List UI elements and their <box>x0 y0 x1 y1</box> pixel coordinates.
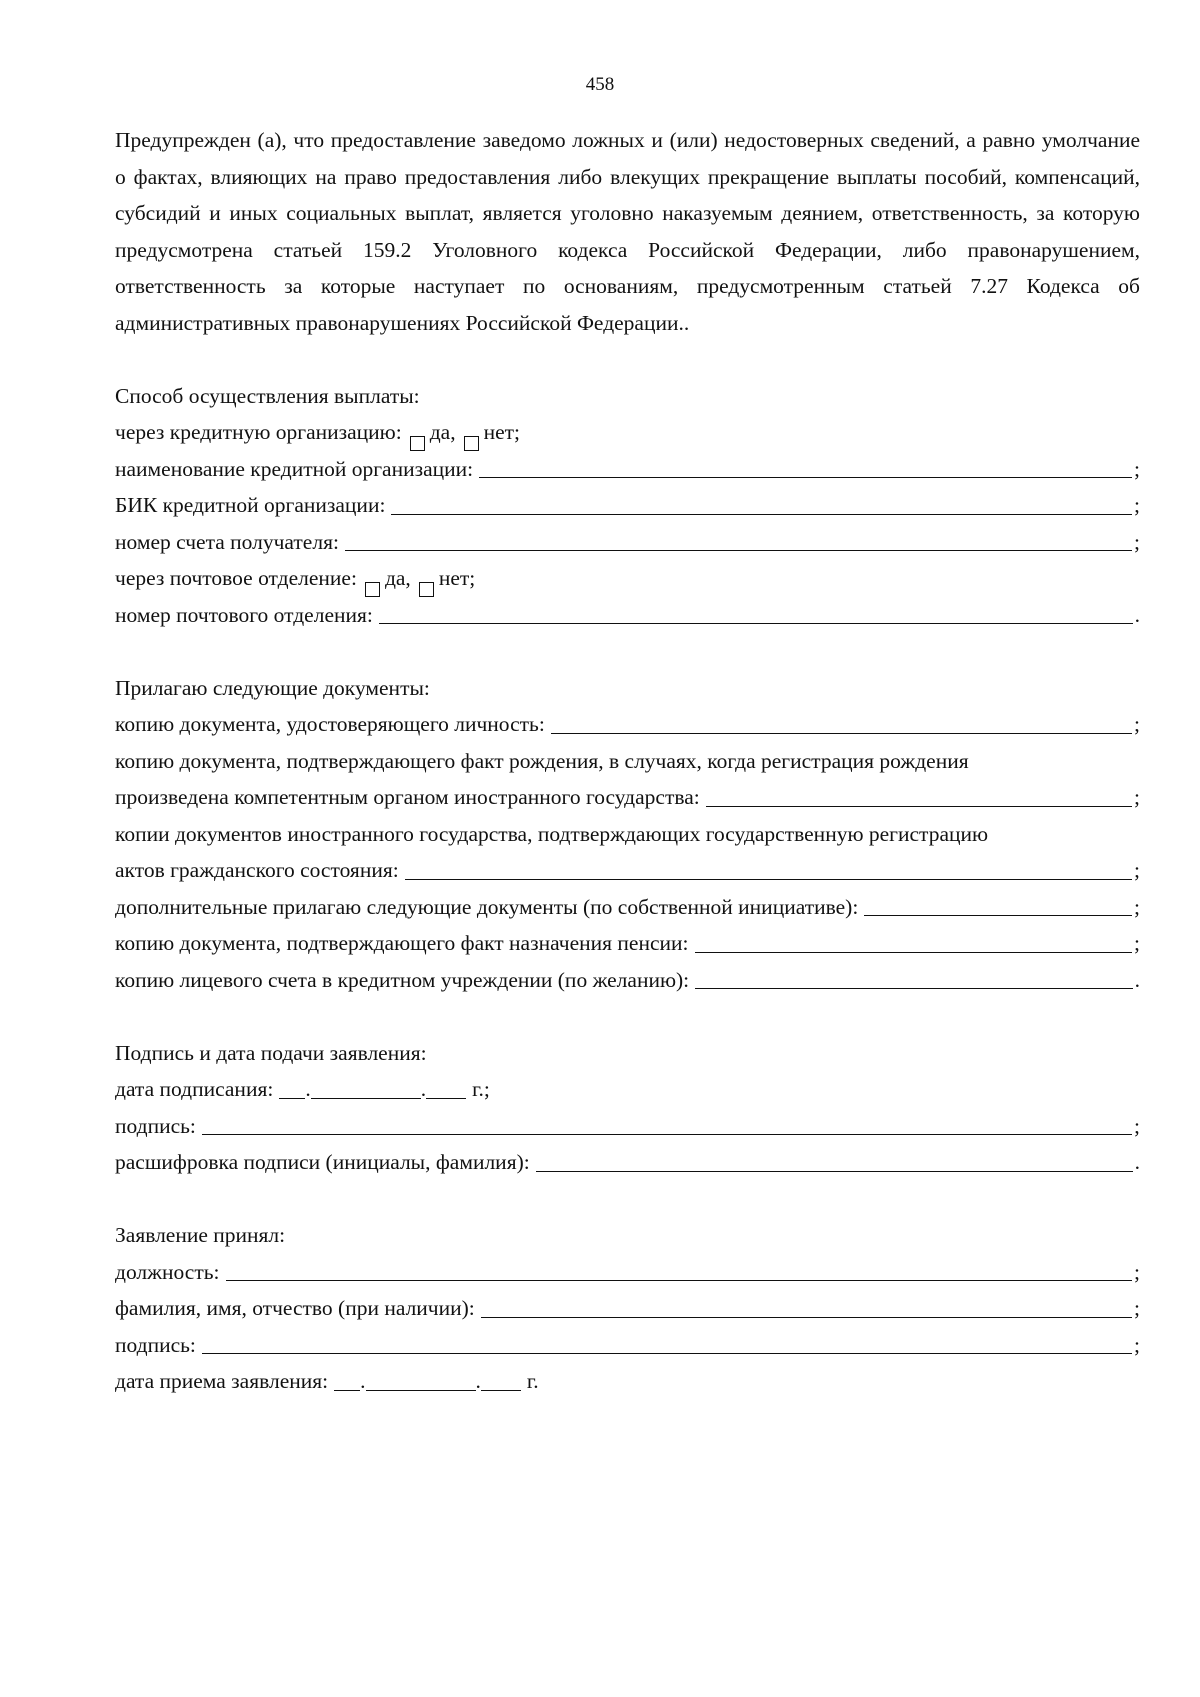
credit-org-prefix: через кредитную организацию: <box>115 420 402 444</box>
additional-doc-label: дополнительные прилагаю следующие документы (по собственной инициативе): <box>115 894 859 919</box>
accepted-signature-row <box>115 1327 1140 1364</box>
acceptance-day-field[interactable] <box>334 1389 360 1391</box>
semicolon: ; <box>1134 858 1140 882</box>
birth-doc-row-2 <box>115 779 1140 816</box>
post-office-field[interactable] <box>379 623 1133 624</box>
bik-label: БИК кредитной организации: <box>115 493 386 517</box>
account-copy-label: копию лицевого счета в кредитном учреждении (по желанию): <box>115 967 690 992</box>
semicolon: ; <box>1134 1259 1140 1284</box>
bank-name-field[interactable] <box>479 477 1132 478</box>
postal-yes-label: да, <box>384 566 411 590</box>
acceptance-month-field[interactable] <box>366 1389 476 1391</box>
credit-org-yes-checkbox[interactable] <box>410 436 425 451</box>
signing-date-suffix: г.; <box>472 1077 490 1101</box>
acceptance-date-row <box>115 1363 1140 1400</box>
signature-heading-text: Подпись и дата подачи заявления: <box>115 1040 427 1065</box>
foreign-doc-field[interactable] <box>405 879 1132 880</box>
postal-prefix: через почтовое отделение: <box>115 566 357 590</box>
spacer <box>115 998 1140 1035</box>
foreign-doc-row-2 <box>115 852 1140 889</box>
page-number: 458 <box>585 74 615 95</box>
postal-choice <box>115 560 1140 597</box>
pension-doc-row <box>115 925 1140 962</box>
credit-org-choice <box>115 414 1140 451</box>
semicolon: ; <box>1134 529 1140 554</box>
date-separator: . <box>475 1369 481 1393</box>
signature-decode-field[interactable] <box>536 1171 1133 1172</box>
identity-doc-label: копию документа, удостоверяющего личность: <box>115 712 545 736</box>
account-row <box>115 524 1140 561</box>
birth-doc-row-1 <box>115 743 1140 780</box>
signature-decode-label: расшифровка подписи (инициалы, фамилия): <box>115 1150 530 1174</box>
documents-heading <box>115 670 1140 707</box>
acceptance-date-suffix: г. <box>526 1369 539 1393</box>
signing-day-field[interactable] <box>279 1097 305 1099</box>
position-label: должность: <box>115 1259 220 1284</box>
foreign-doc-row-1 <box>115 816 1140 853</box>
postal-yes-checkbox[interactable] <box>365 582 380 597</box>
liability-warning: Предупрежден (а), что предоставление заведомо ложных и (или) недостоверных сведений, а равно умолчание о фактах, влияющих на право предоставления либо влекущих прекращение выплаты пособий, компенсаций, субсидий и иных социальных выплат, является уголовно наказуемым деянием, ответственность, за которую предусмотрена статьей 159.2 Уголовного кодекса Российской Федерации, либо правонарушением, ответственность за которые наступает по основаниям, предусмотренным статьей 7.27 Кодекса об административных правонарушениях Российской Федерации.. <box>115 128 1140 335</box>
account-copy-field[interactable] <box>695 988 1132 989</box>
additional-doc-field[interactable] <box>864 915 1132 916</box>
bik-row <box>115 487 1140 524</box>
payment-heading-text: Способ осуществления выплаты: <box>115 383 420 408</box>
signing-date-row <box>115 1071 1140 1108</box>
post-office-row <box>115 597 1140 634</box>
foreign-doc-text-1: копии документов иностранного государства, подтверждающих государственную регистрацию <box>115 821 989 846</box>
pension-doc-field[interactable] <box>695 952 1133 953</box>
semicolon: ; <box>1134 493 1140 517</box>
account-copy-row <box>115 962 1140 999</box>
position-field[interactable] <box>226 1280 1133 1281</box>
postal-no-checkbox[interactable] <box>419 582 434 597</box>
documents-heading-text: Прилагаю следующие документы: <box>115 675 430 700</box>
fio-field[interactable] <box>481 1317 1132 1318</box>
spacer <box>115 1181 1140 1218</box>
application-form <box>115 122 1140 1400</box>
signature-heading <box>115 1035 1140 1072</box>
position-row <box>115 1254 1140 1291</box>
accepted-signature-label: подпись: <box>115 1332 196 1357</box>
post-office-label: номер почтового отделения: <box>115 602 373 627</box>
period: . <box>1134 967 1140 992</box>
semicolon: ; <box>1134 931 1140 955</box>
period: . <box>1134 602 1140 627</box>
date-separator: . <box>360 1369 366 1393</box>
bank-name-label: наименование кредитной организации: <box>115 456 474 481</box>
semicolon: ; <box>1134 456 1140 481</box>
semicolon: ; <box>1134 1296 1140 1320</box>
acceptance-year-field[interactable] <box>481 1389 521 1391</box>
credit-org-no-label: нет; <box>483 420 521 444</box>
postal-no-label: нет; <box>438 566 476 590</box>
pension-doc-label: копию документа, подтверждающего факт назначения пенсии: <box>115 931 689 955</box>
fio-row <box>115 1290 1140 1327</box>
fio-label: фамилия, имя, отчество (при наличии): <box>115 1296 475 1320</box>
semicolon: ; <box>1134 785 1140 809</box>
accepted-heading <box>115 1217 1140 1254</box>
period: . <box>1134 1150 1140 1174</box>
acceptance-date-label: дата приема заявления: <box>115 1369 329 1393</box>
spacer <box>115 341 1140 378</box>
additional-doc-row <box>115 889 1140 926</box>
account-label: номер счета получателя: <box>115 529 339 554</box>
signature-label: подпись: <box>115 1113 196 1138</box>
birth-doc-text-2: произведена компетентным органом иностранного государства: <box>115 785 700 809</box>
account-field[interactable] <box>345 550 1132 551</box>
bank-name-row <box>115 451 1140 488</box>
birth-doc-text-1: копию документа, подтверждающего факт рождения, в случаях, когда регистрация рождения <box>115 748 969 773</box>
birth-doc-field[interactable] <box>706 806 1132 807</box>
semicolon: ; <box>1134 1113 1140 1138</box>
identity-doc-row <box>115 706 1140 743</box>
payment-heading <box>115 378 1140 415</box>
bik-field[interactable] <box>391 514 1132 515</box>
semicolon: ; <box>1134 1332 1140 1357</box>
date-separator: . <box>420 1077 427 1101</box>
signing-year-field[interactable] <box>426 1097 466 1099</box>
foreign-doc-text-2: актов гражданского состояния: <box>115 858 399 882</box>
semicolon: ; <box>1134 712 1140 736</box>
semicolon: ; <box>1134 894 1140 919</box>
signature-row <box>115 1108 1140 1145</box>
identity-doc-field[interactable] <box>551 733 1132 734</box>
spacer <box>115 633 1140 670</box>
signing-date-label: дата подписания: <box>115 1077 274 1101</box>
signing-month-field[interactable] <box>311 1097 421 1099</box>
credit-org-yes-label: да, <box>429 420 456 444</box>
accepted-signature-field[interactable] <box>202 1353 1132 1354</box>
accepted-heading-text: Заявление принял: <box>115 1223 286 1247</box>
signature-field[interactable] <box>202 1134 1132 1135</box>
signature-decode-row <box>115 1144 1140 1181</box>
date-separator: . <box>305 1077 311 1101</box>
credit-org-no-checkbox[interactable] <box>464 436 479 451</box>
